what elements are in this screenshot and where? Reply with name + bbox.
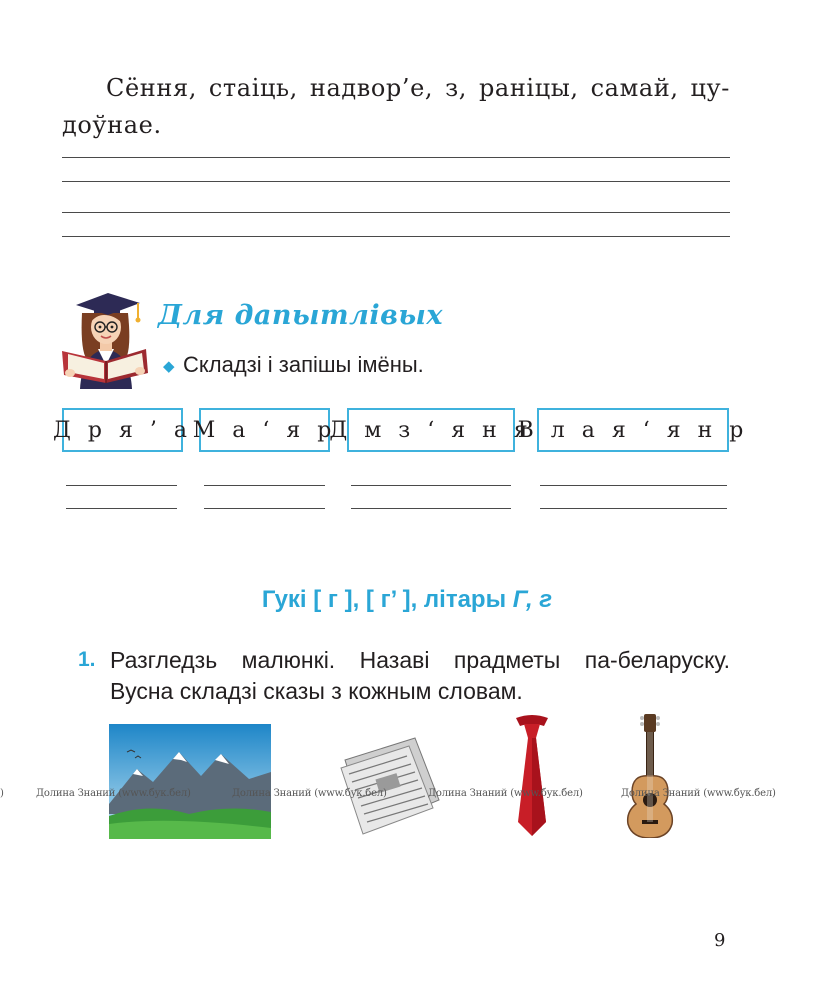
scrambled-word-box [192,408,337,452]
exercise-line-2: Вусна складзі сказы з кожным словам. [110,678,523,704]
answer-line[interactable] [351,508,511,509]
guitar-picture [622,714,678,838]
answer-line[interactable] [204,485,325,486]
teacher-illustration [60,283,152,389]
writing-line[interactable] [62,157,730,158]
answer-line[interactable] [204,508,325,509]
watermark-fragment: ) [0,788,4,799]
page-number: 9 [714,930,726,951]
answer-line[interactable] [540,508,727,509]
exercise-line-1: Разгледзь малюнкі. Назаві прадметы па-беларуску. [110,647,730,673]
scrambled-word-box [329,408,533,452]
watermark: Долина Знаний (www.бук.бел) [428,788,583,799]
sentence-text [62,70,730,144]
answer-line[interactable] [66,508,177,509]
scrambled-word: Д р я ’ а [53,417,192,443]
exercise-number: 1. [78,648,96,671]
lesson-heading-letters: Г, г [512,586,553,613]
tie-picture [510,714,554,838]
scrambled-word: М а ‘ я р [192,417,337,443]
exercise-text [110,645,730,707]
answer-line[interactable] [351,485,511,486]
scrambled-word-box [53,408,192,452]
scrambled-word: В л а я ‘ я н р [517,417,749,443]
watermark: Долина Знаний (www.бук.бел) [36,788,191,799]
diamond-bullet-icon: ◆ [163,358,175,375]
mountains-picture [109,724,271,839]
scrambled-word-box [517,408,749,452]
lesson-heading [0,586,814,614]
answer-line[interactable] [540,485,727,486]
writing-line[interactable] [62,212,730,213]
sentence-line-1: Сёння, стаіць, надвор’е, з, раніцы, самай, цу- [106,74,730,102]
watermark: Долина Знаний (www.бук.бел) [232,788,387,799]
answer-line[interactable] [66,485,177,486]
lesson-heading-text: Гукі [ г ], [ г’ ], літары [261,586,513,613]
newspaper-picture [335,730,443,838]
task-instruction: Складзі і запішы імёны. [183,352,424,377]
scrambled-word: Д м з ‘ я н я [329,417,533,443]
section-title: Для дапытлівых [158,300,443,331]
writing-line[interactable] [62,236,730,237]
writing-line[interactable] [62,181,730,182]
watermark: Долина Знаний (www.бук.бел) [621,788,776,799]
sentence-line-2: доўнае. [62,111,162,139]
